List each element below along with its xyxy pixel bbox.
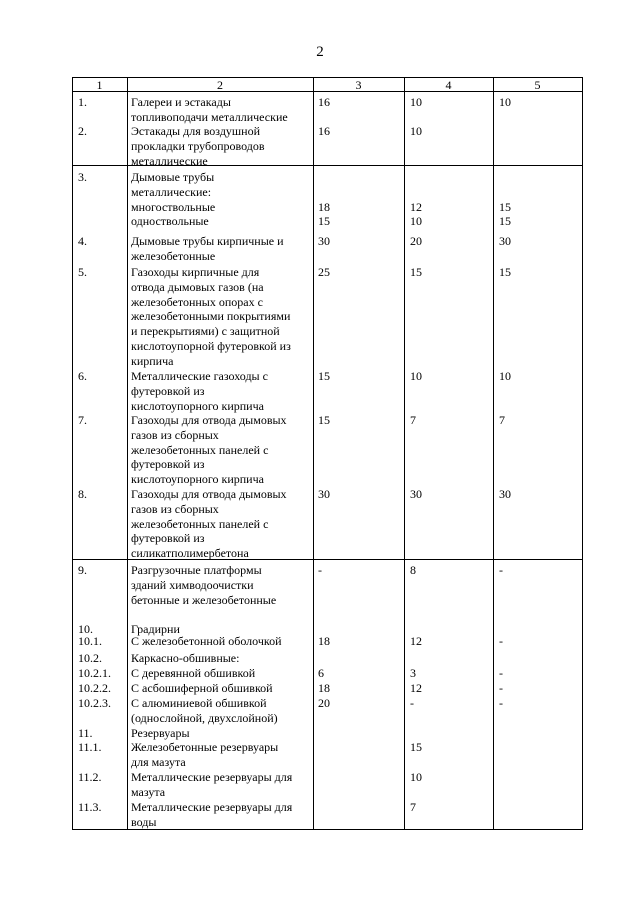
cell-line: кирпича: [131, 353, 174, 368]
cell-line: 15: [318, 214, 330, 229]
cell-col-3: [318, 696, 330, 711]
cell-line: кислотоупорного кирпича: [131, 398, 264, 413]
cell-line: 30: [318, 487, 330, 501]
cell-col-5: [499, 413, 505, 428]
cell-name: [131, 634, 282, 649]
cell-number: [78, 124, 87, 139]
cell-col-5: [499, 487, 511, 502]
cell-line: 6: [318, 666, 324, 680]
cell-line: 5.: [78, 265, 87, 279]
cell-line: Галереи и эстакады: [131, 95, 231, 109]
cell-col-4: [410, 770, 422, 785]
cell-line: Газоходы для отвода дымовых: [131, 413, 287, 427]
cell-col-4: [410, 800, 416, 815]
cell-line: 10.2.3.: [78, 696, 111, 710]
header-col-4: 4: [445, 78, 452, 92]
cell-line: [318, 770, 321, 785]
cell-col-3: [318, 726, 321, 741]
cell-line: железобетонных опорах с: [131, 294, 263, 309]
cell-col-3: [318, 265, 330, 280]
cell-line: Газоходы кирпичные для: [131, 265, 260, 279]
cell-line: 10.: [78, 622, 93, 636]
cell-line: 25: [318, 265, 330, 279]
col-line: [582, 77, 583, 830]
cell-line: 11.1.: [78, 740, 102, 754]
cell-col-4: [410, 487, 422, 502]
cell-line: Каркасно-обшивные:: [131, 651, 240, 665]
cell-line: одноствольные: [131, 214, 209, 229]
cell-line: 15: [499, 199, 511, 214]
cell-line: 15: [318, 413, 330, 427]
cell-number: [78, 487, 87, 502]
cell-col-5: [499, 740, 502, 755]
cell-col-3: [318, 666, 324, 681]
cell-line: 10: [410, 369, 422, 383]
cell-line: Металлические газоходы с: [131, 369, 268, 383]
cell-col-3: [318, 487, 330, 502]
cell-line: бетонные и железобетонные: [131, 592, 277, 607]
header-col-2: 2: [217, 78, 223, 92]
col-line: [313, 77, 314, 830]
cell-col-4: [410, 369, 422, 384]
cell-col-3: [318, 413, 330, 428]
cell-number: [78, 726, 93, 741]
cell-number: [78, 740, 102, 755]
header-col-5: 5: [534, 78, 541, 92]
cell-line: футеровкой из: [131, 531, 205, 546]
cell-col-3: [318, 95, 330, 110]
cell-number: [78, 770, 102, 785]
cell-col-3: [318, 634, 330, 649]
cell-col-3: [318, 740, 321, 755]
cell-line: 7.: [78, 413, 87, 427]
cell-line: газов из сборных: [131, 501, 219, 516]
cell-name: [131, 413, 287, 487]
cell-name: [131, 265, 291, 369]
cell-line: 18: [318, 681, 330, 695]
cell-name: [131, 124, 265, 168]
cell-line: [499, 770, 502, 785]
cell-line: 11.: [78, 726, 93, 740]
cell-col-4: [410, 265, 422, 280]
cell-name: [131, 666, 255, 681]
cell-line: Металлические резервуары для: [131, 770, 293, 784]
cell-line: [318, 740, 321, 755]
cell-line: и перекрытиями) с защитной: [131, 324, 280, 339]
col-line: [72, 77, 73, 830]
cell-line: железобетонных панелей с: [131, 516, 269, 531]
cell-line: 10.2.2.: [78, 681, 111, 695]
cell-col-3: [318, 124, 330, 139]
cell-line: топливоподачи металлические: [131, 109, 288, 124]
cell-line: 30: [499, 234, 511, 248]
page-number: 2: [316, 44, 324, 60]
cell-line: Металлические резервуары для: [131, 800, 293, 814]
cell-col-4: [410, 696, 414, 711]
cell-line: 2.: [78, 124, 87, 138]
cell-line: 30: [318, 234, 330, 248]
cell-col-5: [499, 265, 511, 280]
cell-name: [131, 726, 190, 741]
cell-col-3: [318, 651, 321, 666]
cell-line: [499, 170, 511, 185]
cell-col-5: [499, 696, 503, 711]
cell-name: [131, 369, 268, 413]
cell-line: 10: [499, 369, 511, 383]
cell-line: -: [499, 634, 503, 648]
cell-col-3: [318, 681, 330, 696]
cell-name: [131, 170, 215, 229]
cell-col-5: [499, 124, 502, 139]
cell-line: [499, 726, 502, 741]
cell-line: металлические:: [131, 184, 212, 199]
cell-name: [131, 563, 276, 607]
cell-line: [318, 170, 330, 185]
cell-number: [78, 634, 102, 649]
cell-col-4: [410, 170, 422, 229]
cell-line: Дымовые трубы: [131, 170, 215, 184]
cell-line: 15: [499, 265, 511, 279]
cell-line: 18: [318, 634, 330, 648]
cell-col-5: [499, 666, 503, 681]
cell-line: [499, 124, 502, 139]
cell-name: [131, 651, 239, 666]
cell-line: 30: [410, 487, 422, 501]
cell-line: 6.: [78, 369, 87, 383]
cell-number: [78, 681, 111, 696]
cell-line: 16: [318, 95, 330, 109]
cell-name: [131, 681, 273, 696]
cell-line: железобетонными покрытиями: [131, 309, 291, 324]
cell-line: [410, 170, 422, 185]
cell-name: [131, 696, 278, 726]
cell-line: мазута: [131, 784, 166, 799]
cell-line: футеровкой из: [131, 383, 205, 398]
cell-number: [78, 651, 102, 666]
cell-line: отвода дымовых газов (на: [131, 279, 264, 294]
cell-line: [318, 800, 321, 815]
cell-line: С железобетонной оболочкой: [131, 634, 282, 648]
cell-name: [131, 770, 292, 800]
cell-col-5: [499, 634, 503, 649]
cell-name: [131, 800, 292, 830]
cell-line: прокладки трубопроводов: [131, 138, 265, 153]
cell-col-5: [499, 369, 511, 384]
cell-line: зданий химводоочистки: [131, 577, 254, 592]
cell-line: -: [499, 563, 503, 577]
cell-line: Резервуары: [131, 726, 190, 740]
cell-line: Разгрузочные платформы: [131, 563, 262, 577]
cell-line: 15: [318, 369, 330, 383]
cell-col-5: [499, 726, 502, 741]
cell-line: [318, 726, 321, 741]
cell-line: кислотоупорного кирпича: [131, 472, 264, 487]
cell-line: 12: [410, 681, 422, 695]
cell-col-4: [410, 740, 422, 755]
cell-name: [131, 95, 288, 125]
cell-line: воды: [131, 814, 157, 829]
cell-col-5: [499, 234, 511, 249]
cell-line: для мазута: [131, 754, 186, 769]
cell-number: [78, 666, 111, 681]
cell-number: [78, 234, 87, 249]
cell-col-3: [318, 234, 330, 249]
cell-col-4: [410, 634, 422, 649]
cell-col-4: [410, 234, 422, 249]
cell-line: железобетонные: [131, 248, 216, 263]
cell-line: 20: [318, 696, 330, 710]
cell-line: 16: [318, 124, 330, 138]
cell-line: [499, 185, 511, 200]
cell-line: 11.2.: [78, 770, 102, 784]
row-line: [72, 77, 583, 78]
cell-line: Железобетонные резервуары: [131, 740, 279, 754]
cell-col-3: [318, 770, 321, 785]
cell-line: С асбошиферной обшивкой: [131, 681, 273, 695]
cell-line: 12: [410, 634, 422, 648]
cell-col-5: [499, 681, 503, 696]
cell-line: многоствольные: [131, 199, 216, 214]
cell-number: [78, 369, 87, 384]
cell-number: [78, 800, 102, 815]
cell-line: С деревянной обшивкой: [131, 666, 256, 680]
cell-col-5: [499, 770, 502, 785]
cell-line: 10.2.1.: [78, 666, 111, 680]
cell-line: Эстакады для воздушной: [131, 124, 261, 138]
cell-line: 3: [410, 666, 416, 680]
col-line: [493, 77, 494, 830]
cell-col-5: [499, 651, 502, 666]
cell-line: [410, 726, 413, 741]
col-line: [404, 77, 405, 830]
cell-line: 7: [499, 413, 505, 427]
cell-line: 18: [318, 199, 330, 214]
cell-line: -: [499, 696, 503, 710]
cell-line: 10: [410, 124, 422, 138]
cell-col-4: [410, 651, 413, 666]
cell-col-4: [410, 124, 422, 139]
cell-line: 20: [410, 234, 422, 248]
cell-line: 30: [499, 487, 511, 501]
cell-line: железобетонных панелей с: [131, 442, 269, 457]
cell-line: 10: [410, 770, 422, 784]
header-col-1: 1: [96, 78, 103, 92]
cell-number: [78, 413, 87, 428]
cell-col-4: [410, 413, 416, 428]
cell-col-4: [410, 681, 422, 696]
cell-line: С алюминиевой обшивкой: [131, 696, 267, 710]
cell-line: -: [499, 666, 503, 680]
cell-line: 4.: [78, 234, 87, 248]
cell-col-3: [318, 170, 330, 229]
cell-line: 3.: [78, 170, 87, 184]
cell-number: [78, 170, 87, 185]
cell-line: 10.1.: [78, 634, 102, 648]
cell-line: футеровкой из: [131, 457, 205, 472]
cell-line: кислотоупорной футеровкой из: [131, 338, 291, 353]
cell-col-5: [499, 170, 511, 229]
cell-line: 7: [410, 800, 416, 814]
cell-number: [78, 95, 87, 110]
cell-line: газов из сборных: [131, 427, 219, 442]
cell-line: 8.: [78, 487, 87, 501]
cell-line: [499, 740, 502, 755]
cell-line: 9.: [78, 563, 87, 577]
col-line: [127, 77, 128, 830]
cell-line: 15: [410, 265, 422, 279]
cell-col-3: [318, 563, 322, 578]
cell-number: [78, 696, 111, 711]
cell-line: [318, 651, 321, 666]
cell-number: [78, 265, 87, 280]
cell-col-4: [410, 726, 413, 741]
cell-line: 8: [410, 563, 416, 577]
cell-line: 12: [410, 199, 422, 214]
cell-line: 1.: [78, 95, 87, 109]
cell-line: [318, 185, 330, 200]
cell-line: силикатполимербетона: [131, 546, 249, 561]
cell-name: [131, 234, 284, 264]
cell-line: 10.2.: [78, 651, 102, 665]
cell-line: -: [499, 681, 503, 695]
cell-line: -: [410, 696, 414, 710]
cell-line: 15: [410, 740, 422, 754]
cell-line: 7: [410, 413, 416, 427]
cell-line: 10: [499, 95, 511, 109]
cell-col-4: [410, 563, 416, 578]
cell-line: 10: [410, 95, 422, 109]
cell-line: [499, 651, 502, 666]
cell-col-5: [499, 800, 502, 815]
cell-number: [78, 563, 87, 578]
cell-col-4: [410, 666, 416, 681]
cell-line: [410, 651, 413, 666]
cell-line: Газоходы для отвода дымовых: [131, 487, 287, 501]
cell-line: 10: [410, 214, 422, 229]
cell-line: металлические: [131, 153, 208, 168]
cell-line: (однослойной, двухслойной): [131, 710, 278, 725]
cell-name: [131, 740, 278, 770]
cell-col-5: [499, 563, 503, 578]
cell-line: 11.3.: [78, 800, 102, 814]
cell-col-3: [318, 800, 321, 815]
cell-line: Градирни: [131, 622, 180, 636]
cell-line: Дымовые трубы кирпичные и: [131, 234, 284, 248]
cell-line: -: [318, 563, 322, 577]
cell-name: [131, 487, 287, 561]
cell-line: [499, 800, 502, 815]
cell-line: 15: [499, 214, 511, 229]
cell-col-4: [410, 95, 422, 110]
cell-col-3: [318, 369, 330, 384]
header-col-3: 3: [355, 78, 362, 92]
cell-col-5: [499, 95, 511, 110]
cell-line: [410, 185, 422, 200]
